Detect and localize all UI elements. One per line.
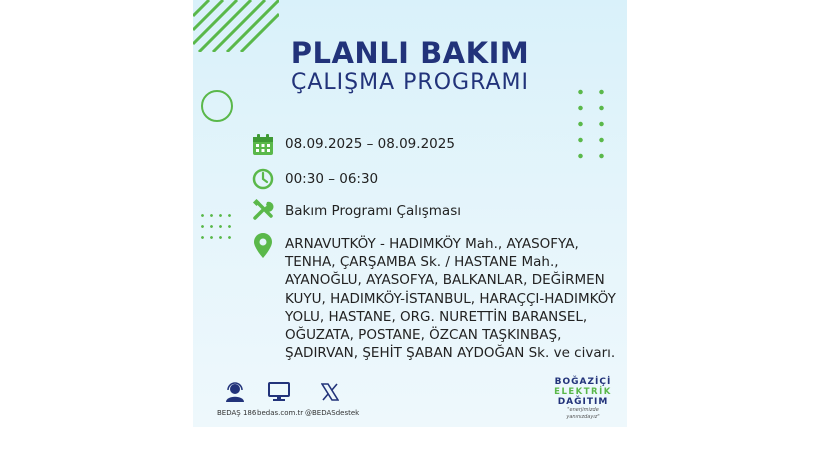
- work-description: Bakım Programı Çalışması: [285, 203, 461, 219]
- website-label: bedas.com.tr: [257, 409, 304, 417]
- page-subtitle: ÇALIŞMA PROGRAMI: [291, 70, 529, 95]
- decorative-dots-right: [570, 84, 620, 160]
- logo-line-1: BOĞAZİÇİ: [554, 377, 612, 387]
- phone-label: BEDAŞ 186: [217, 409, 257, 417]
- website-item: [257, 382, 304, 417]
- social-item: [305, 382, 360, 417]
- address-text: ARNAVUTKÖY - HADIMKÖY Mah., AYASOFYA, TENHA, ÇARŞAMBA Sk. / HASTANE Mah., AYANOĞLU, AYASOFYA, BALKANLAR, DEĞİRMEN KUYU, HADIMKÖY-İSTANBUL, HARAÇÇI-HADIMKÖY YOLU, HASTANE, ORG. NURETTİN BARANSEL, OĞUZATA, POSTANE, ÖZCAN TAŞKINBAŞ, ŞADIRVAN, ŞEHİT ŞABAN AYDOĞAN Sk. ve civarı.: [285, 236, 616, 362]
- calendar-icon: [252, 134, 274, 156]
- social-label: @BEDASdestek: [305, 409, 360, 417]
- call-center-icon: [225, 382, 245, 402]
- call-center-item: [217, 382, 257, 417]
- page-title: PLANLI BAKIM: [290, 36, 530, 70]
- monitor-icon: [268, 382, 290, 402]
- logo-line-2: ELEKTRİK: [554, 387, 612, 397]
- time-range: 00:30 – 06:30: [285, 171, 379, 187]
- logo-line-3: DAĞITIM: [557, 397, 609, 407]
- decorative-dots-left: [198, 210, 234, 244]
- logo-tagline: "enerjimizde yanınızdayız": [566, 407, 600, 420]
- clock-icon: [252, 168, 274, 190]
- x-logo-icon: [321, 382, 339, 402]
- announcement-card: [193, 0, 627, 427]
- company-logo: [553, 377, 613, 421]
- tools-icon: [252, 199, 274, 221]
- date-range: 08.09.2025 – 08.09.2025: [285, 136, 455, 152]
- location-pin-icon: [254, 233, 272, 258]
